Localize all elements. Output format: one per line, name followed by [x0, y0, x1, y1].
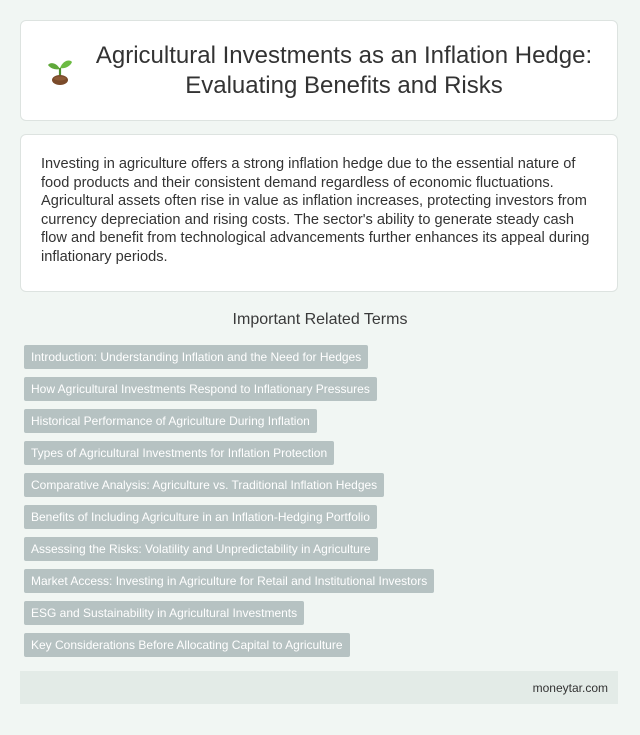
related-term-tag[interactable]: How Agricultural Investments Respond to Inflationary Pressures: [24, 377, 377, 401]
related-term-tag[interactable]: Assessing the Risks: Volatility and Unpredictability in Agriculture: [24, 537, 378, 561]
page-title-line-2: Evaluating Benefits and Risks: [185, 71, 503, 99]
related-terms-heading: Important Related Terms: [232, 311, 408, 328]
intro-card: [20, 134, 618, 292]
related-term-tag[interactable]: Comparative Analysis: Agriculture vs. Traditional Inflation Hedges: [24, 473, 384, 497]
page-title-line-1: Agricultural Investments as an Inflation Hedge:: [95, 41, 593, 69]
related-terms-list: [24, 345, 434, 665]
related-term-tag[interactable]: Introduction: Understanding Inflation and the Need for Hedges: [24, 345, 368, 369]
page-title: [96, 41, 592, 101]
related-term-tag[interactable]: Benefits of Including Agriculture in an Inflation-Hedging Portfolio: [24, 505, 377, 529]
footer-site-link[interactable]: moneytar.com: [532, 680, 608, 695]
related-term-tag[interactable]: Key Considerations Before Allocating Capital to Agriculture: [24, 633, 350, 657]
related-term-tag[interactable]: Historical Performance of Agriculture During Inflation: [24, 409, 317, 433]
related-term-tag[interactable]: ESG and Sustainability in Agricultural Investments: [24, 601, 304, 625]
header-card: [20, 20, 618, 121]
related-term-tag[interactable]: Types of Agricultural Investments for Inflation Protection: [24, 441, 334, 465]
footer: [20, 671, 618, 704]
header: [21, 21, 617, 120]
related-term-tag[interactable]: Market Access: Investing in Agriculture for Retail and Institutional Investors: [24, 569, 434, 593]
intro-paragraph: Investing in agriculture offers a strong inflation hedge due to the essential nature of food products and their consistent demand regardless of economic fluctuations. Agricultural assets often rise in value as inflation increases, protecting investors from currency depreciation and rising costs. The sector's ability to generate steady cash flow and benefit from technological advancements further enhances its appeal during inflationary periods.: [41, 156, 590, 265]
sprout-icon: [46, 56, 74, 86]
